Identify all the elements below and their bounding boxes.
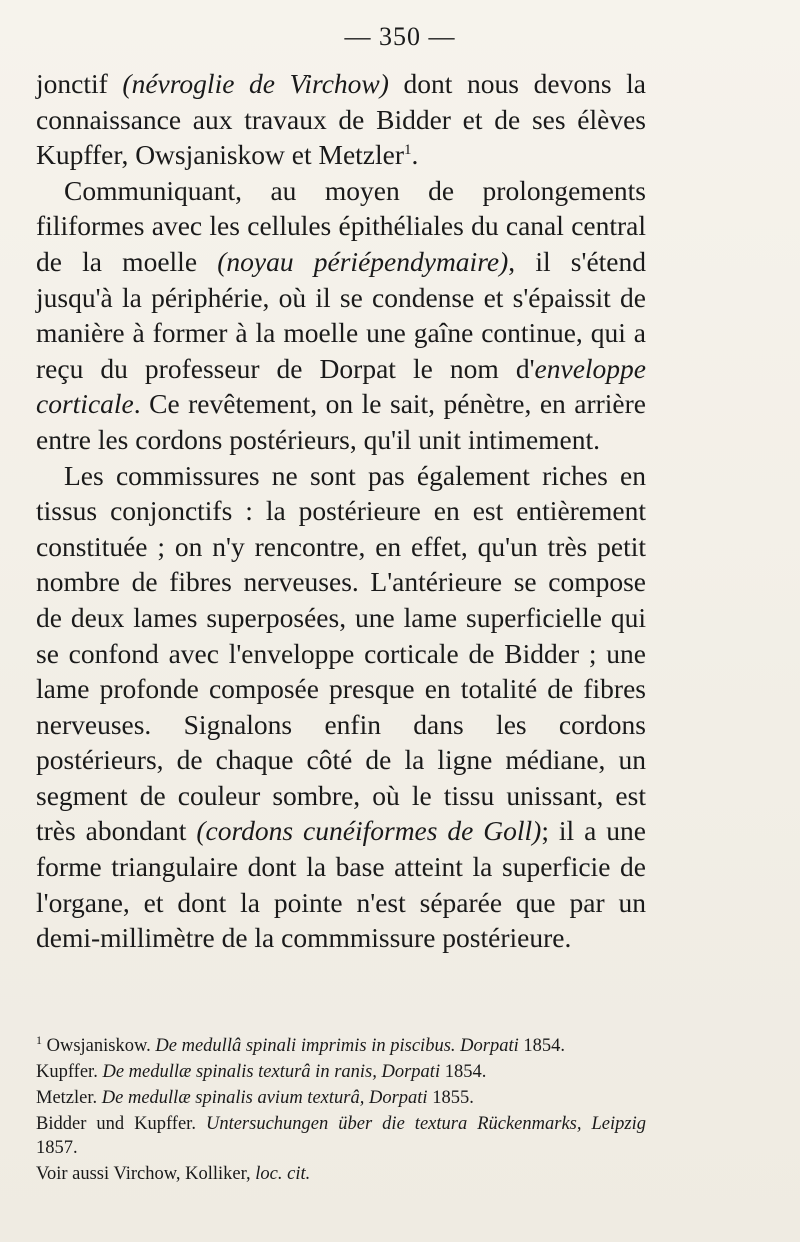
- footnote-marker: 1: [404, 142, 412, 159]
- italic-text: De medullæ spinalis texturâ in ranis, Dorpati: [102, 1062, 441, 1083]
- text-run: ; il a une forme triangulaire dont la base atteint la superficie de l'organe, et dont la pointe n'est séparée que par un demi-millimètre de la commmissure postérieure.: [36, 815, 646, 954]
- text-run: Kupffer.: [36, 1062, 103, 1083]
- text-run: Voir aussi Virchow, Kolliker,: [36, 1164, 256, 1185]
- text-run: dont nous devons la connaissance aux travaux de Bidder et de ses élèves Kupffer, Owsjaniskow et Metzler: [36, 68, 646, 171]
- paragraph: [36, 173, 646, 458]
- text-run: 1854.: [518, 1036, 565, 1057]
- text-run: , il s'étend jusqu'à la périphérie, où il se condense et s'épaissit de manière à former à la moelle une gaîne continue, qui a reçu du professeur de Dorpat le nom d': [36, 245, 646, 384]
- text-run: . Ce revêtement, on le sait, pénètre, en arrière entre les cordons postérieurs, qu'il unit intimement.: [36, 388, 646, 455]
- footnotes: [36, 1028, 646, 1188]
- italic-text: (névroglie de Virchow): [122, 68, 389, 99]
- text-run: 1857.: [36, 1138, 78, 1159]
- text-run: Owsjaniskow.: [42, 1036, 156, 1057]
- footnote: [36, 1060, 646, 1084]
- footnote: [36, 1112, 646, 1160]
- italic-text: (cordons cunéiformes de Goll): [196, 815, 542, 847]
- footnote: [36, 1028, 646, 1058]
- footnote: [36, 1162, 646, 1186]
- footnote-marker: 1: [36, 1033, 42, 1047]
- italic-text: (noyau périépendymaire): [217, 245, 509, 277]
- text-run: Metzler.: [36, 1088, 102, 1109]
- italic-text: enveloppe corticale: [36, 352, 646, 420]
- page-number: — 350 —: [344, 22, 456, 51]
- text-run: Bidder und Kupffer.: [36, 1114, 206, 1135]
- text-run: 1855.: [427, 1088, 474, 1109]
- paragraph: [36, 66, 646, 173]
- italic-text: Untersuchungen über die textura Rückenmarks, Leipzig: [205, 1114, 646, 1135]
- text-run: 1854.: [440, 1062, 487, 1083]
- italic-text: De medullâ spinali imprimis in piscibus. Dorpati: [155, 1036, 519, 1057]
- text-run: Communiquant, au moyen de prolongements filiformes avec les cellules épithéliales du canal central de la moelle: [36, 174, 646, 277]
- footnote: [36, 1086, 646, 1110]
- italic-text: loc. cit.: [255, 1164, 311, 1185]
- text-run: jonctif: [36, 68, 123, 99]
- paragraph: [36, 458, 646, 956]
- text-run: .: [411, 139, 419, 171]
- text-run: Les commissures ne sont pas également riches en tissus conjonctifs : la postérieure en est entièrement constituée ; on n'y rencontre, en effet, qu'un très petit nombre de fibres nerveuses. L'antérieure se compose de deux lames superposées, une lame superficielle qui se confond avec l'enveloppe corticale de Bidder ; une lame profonde composée presque en totalité de fibres nerveuses. Signalons enfin dans les cordons postérieurs, de chaque côté de la ligne médiane, un segment de couleur sombre, où le tissu unissant, est très abondant: [36, 459, 646, 847]
- italic-text: De medullæ spinalis avium texturâ, Dorpati: [101, 1088, 428, 1109]
- body-text: [36, 66, 646, 956]
